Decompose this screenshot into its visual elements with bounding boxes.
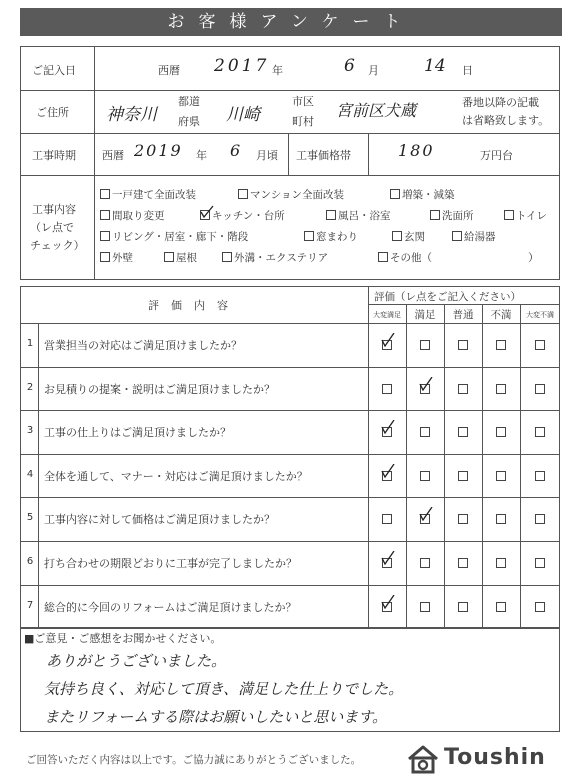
rating-checkbox[interactable] [458,384,468,394]
rating-checkbox[interactable] [458,471,468,481]
rating-checkbox[interactable] [496,471,506,481]
work-option-label: 窓まわり [316,231,358,243]
work-option[interactable] [222,250,328,265]
rating-checkbox[interactable] [420,427,430,437]
rating-checkbox[interactable] [496,514,506,524]
work-option-label: 風呂・浴室 [338,210,391,222]
work-option-label: 屋根 [176,252,197,264]
question-number: 5 [26,512,34,524]
checkbox[interactable] [100,210,110,220]
rating-checkbox[interactable] [535,340,545,350]
question-text: 全体を通して、マナー・対応はご満足頂けましたか？ [44,469,308,483]
rating-checkbox[interactable] [420,602,430,612]
entry-date-year: 2017 [214,56,270,76]
entry-date-year-unit: 年 [272,64,283,77]
brand-logo [406,744,556,776]
form-title: お客様アンケート [20,8,562,36]
checkbox[interactable] [430,210,440,220]
question-number: 7 [26,599,34,611]
check-mark [381,333,395,347]
rating-checkbox[interactable] [420,558,430,568]
rating-checkbox[interactable] [496,602,506,612]
checkbox[interactable] [200,210,210,220]
rating-checkbox[interactable] [535,427,545,437]
work-option[interactable] [504,208,547,223]
comment-line-1: ありがとうございました。 [46,652,227,670]
work-option-label: 玄関 [404,231,425,243]
work-option-label: その他（ [390,252,432,264]
question-text: 営業担当の対応はご満足頂けましたか？ [44,339,242,352]
work-period-label: 工事時期 [32,149,76,162]
address-city-top: 市区 [292,95,314,108]
checkbox[interactable] [504,210,514,220]
entry-date-month: 6 [344,56,355,76]
comments-label: ■ご意見・ご感想をお聞かせください。 [24,632,222,645]
work-option[interactable] [164,250,197,265]
entry-date-day-unit: 日 [462,64,473,77]
work-option[interactable] [430,208,474,223]
work-option[interactable] [200,208,285,223]
work-option-label: 増築・減築 [402,189,455,201]
check-mark [381,595,395,609]
rating-checkbox[interactable] [535,514,545,524]
work-option-label: 洗面所 [442,210,474,222]
house-icon [406,744,440,774]
work-option[interactable] [304,229,358,244]
brand-name: Toushin [444,745,546,770]
rating-checkbox[interactable] [496,558,506,568]
work-option-label: リビング・居室・廊下・階段 [112,231,249,243]
question-text: お見積りの提案・説明はご満足頂けましたか？ [44,382,275,396]
checkbox[interactable] [100,252,110,262]
rating-checkbox[interactable] [458,340,468,350]
rating-choice-header: 大変満足 [373,311,401,319]
address-pref-top: 都道 [178,95,200,108]
address-city: 川崎 [226,105,260,125]
work-price-value: 180 [398,141,435,160]
checkbox[interactable] [238,189,248,199]
checkbox[interactable] [164,252,174,262]
address-pref-bottom: 府県 [178,115,200,128]
work-period-month-unit: 月頃 [256,149,278,162]
address-city-bottom: 町村 [292,115,314,128]
work-option[interactable] [100,187,196,202]
work-option-label: マンション全面改装 [250,189,345,201]
address-label: ご住所 [36,106,69,119]
question-number: 4 [26,468,34,480]
work-option[interactable] [392,229,425,244]
rating-checkbox[interactable] [535,384,545,394]
work-period-year: 2019 [134,141,183,160]
question-text: 工事の仕上りはご満足頂けましたか？ [44,426,231,440]
rating-checkbox[interactable] [458,558,468,568]
work-price-unit: 万円台 [480,149,513,162]
check-mark [381,420,395,434]
entry-date-era: 西暦 [158,64,180,77]
checkbox[interactable] [390,189,400,199]
check-mark [419,377,433,391]
question-number: 3 [26,425,34,437]
comment-line-3: またリフォームする際はお願いしたいと思います。 [44,708,388,726]
entry-date-day: 14 [424,56,446,76]
checkbox[interactable] [100,231,110,241]
checkbox[interactable] [392,231,402,241]
rating-checkbox[interactable] [458,602,468,612]
question-text: 工事内容に対して価格はご満足頂けましたか？ [44,513,275,527]
rating-checkbox[interactable] [420,471,430,481]
checkbox[interactable] [222,252,232,262]
checkbox[interactable] [326,210,336,220]
work-option-label: キッチン・台所 [212,210,285,222]
work-option[interactable] [378,250,432,265]
check-mark [381,464,395,478]
work-period-year-unit: 年 [196,149,207,162]
rating-checkbox[interactable] [496,427,506,437]
work-price-label: 工事価格帯 [296,149,351,162]
rating-checkbox[interactable] [458,514,468,524]
entry-date-month-unit: 月 [368,64,379,77]
work-option-label: 間取り変更 [112,210,165,222]
work-period-era: 西暦 [102,149,124,162]
question-text: 総合的に今回のリフォームはご満足頂けましたか？ [44,600,297,614]
work-period-month: 6 [230,141,241,160]
rating-checkbox[interactable] [496,340,506,350]
entry-date-label: ご記入日 [32,64,76,77]
work-other-close: ） [528,251,539,264]
work-option[interactable] [100,229,248,244]
work-content-label-1: 工事内容 [32,203,76,216]
work-option[interactable] [390,187,455,202]
rating-checkbox[interactable] [496,384,506,394]
rating-checkbox[interactable] [382,384,392,394]
address-note-line1: 番地以降の記載 [462,96,539,109]
rating-choice-header: 不満 [490,309,512,321]
work-option-label: 外壁 [112,252,133,264]
address-note-line2: は省略致します。 [462,114,550,127]
work-option[interactable] [326,208,391,223]
work-option[interactable] [452,229,496,244]
work-option-label: 給湯器 [464,231,496,243]
rating-checkbox[interactable] [382,514,392,524]
rating-checkbox[interactable] [535,558,545,568]
evaluation-rating-header: 評価（レ点をご記入ください） [374,291,521,303]
rating-choice-header: 満足 [414,309,436,321]
check-mark [419,507,433,521]
address-prefecture: 神奈川 [106,105,157,125]
work-content-label-3: チェック） [30,239,85,252]
question-number: 6 [26,556,34,567]
work-option-label: 一戸建て全面改装 [112,189,196,201]
work-option[interactable] [238,187,344,202]
rating-checkbox[interactable] [535,602,545,612]
evaluation-header: 評価内容 [148,299,240,312]
comment-line-2: 気持ち良く、対応して頂き、満足した仕上りでした。 [44,680,404,698]
check-mark [381,551,395,565]
info-table [20,46,560,280]
checkbox[interactable] [452,231,462,241]
work-option[interactable] [100,250,133,265]
work-option[interactable] [100,208,165,223]
work-option-label: 外溝・エクステリア [234,252,329,264]
footer-text: ご回答いただく内容は以上です。ご協力誠にありがとうございました。 [26,754,362,766]
rating-choice-header: 大変不満 [526,311,554,319]
checkbox[interactable] [378,252,388,262]
work-option-label: トイレ [516,210,547,222]
question-number: 1 [26,338,34,349]
question-text: 打ち合わせの期限どおりに工事が完了しましたか？ [44,557,297,570]
checkbox[interactable] [100,189,110,199]
address-town: 宮前区犬蔵 [336,101,417,120]
question-number: 2 [26,381,34,393]
rating-choice-header: 普通 [452,309,474,321]
rating-checkbox[interactable] [535,471,545,481]
rating-checkbox[interactable] [420,340,430,350]
work-content-label-2: （レ点で [30,221,74,234]
rating-checkbox[interactable] [458,427,468,437]
checkbox[interactable] [304,231,314,241]
